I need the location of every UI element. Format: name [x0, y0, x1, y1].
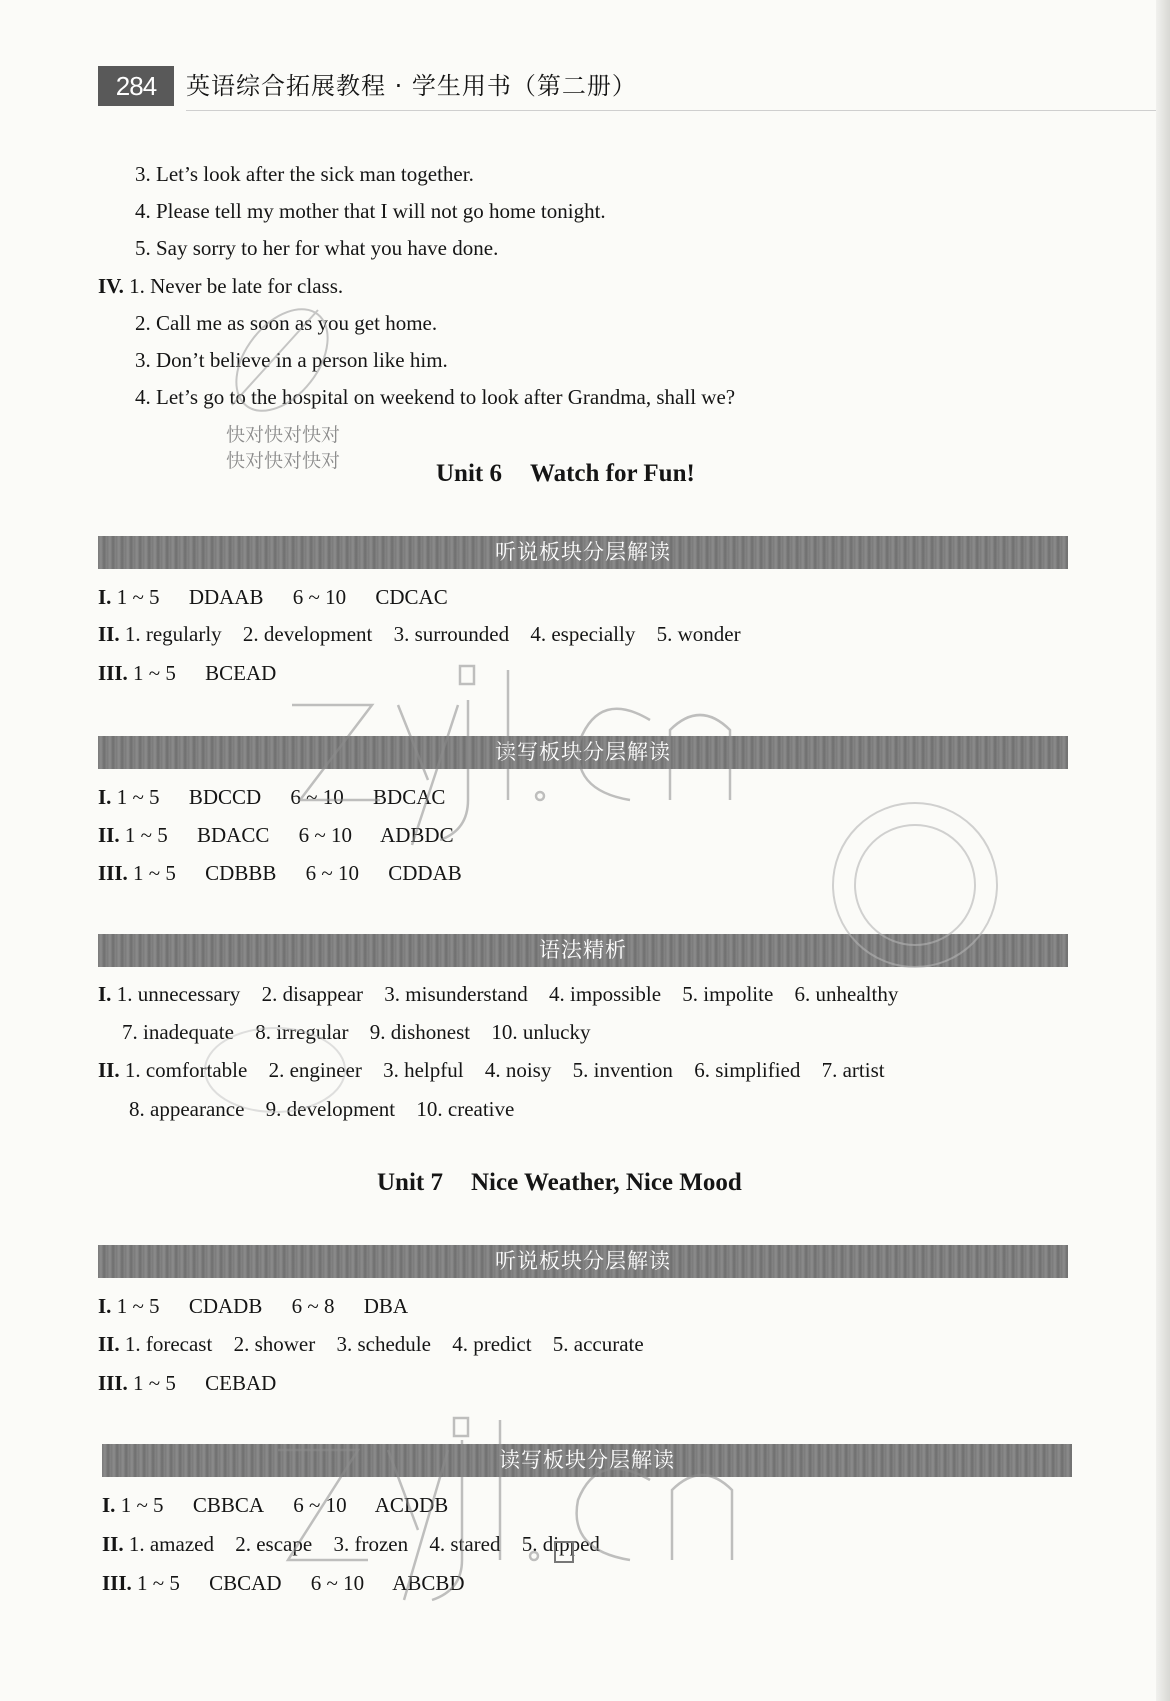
- unit-label: Unit 6: [436, 460, 502, 487]
- page-edge-shadow: [1156, 0, 1170, 1701]
- answer-row: [98, 859, 462, 887]
- answer-item: 5. wonder: [656, 622, 741, 646]
- answer-row: [98, 1056, 885, 1084]
- section-iv-line-1: [98, 272, 343, 300]
- answers: BDCCD: [188, 785, 262, 809]
- answers: ABCBD: [392, 1571, 465, 1595]
- answer-row: [122, 1018, 591, 1046]
- answers: CDCAC: [375, 585, 448, 609]
- answers: CBCAD: [209, 1571, 282, 1595]
- range: 1 ~ 5: [133, 661, 176, 685]
- answer-item: 5. invention: [572, 1058, 673, 1082]
- answer-row: [98, 821, 454, 849]
- answer-line: 5. Say sorry to her for what you have done.: [135, 236, 499, 260]
- answer-row: [98, 1330, 644, 1358]
- answer-item: 5. accurate: [552, 1332, 644, 1356]
- answer-item: 10. unlucky: [491, 1020, 591, 1044]
- unit-name: Watch for Fun!: [529, 460, 695, 487]
- range: 1 ~ 5: [116, 1294, 160, 1318]
- answer-line: 4. Let’s go to the hospital on weekend to look after Grandma, shall we?: [135, 385, 736, 409]
- section-label: I.: [102, 1493, 116, 1517]
- section-label: IV.: [98, 274, 124, 298]
- answer-item: 2. escape: [235, 1532, 313, 1556]
- range: 1 ~ 5: [120, 1493, 164, 1517]
- answer-item: 9. development: [265, 1097, 396, 1121]
- answer-line: 4. Please tell my mother that I will not go home tonight.: [135, 199, 606, 223]
- range: 6 ~ 10: [292, 585, 347, 609]
- section-label: II.: [98, 1058, 120, 1082]
- page-number: 284: [98, 66, 174, 106]
- answer-item: 4. especially: [530, 622, 636, 646]
- answer-item: 1. amazed: [128, 1532, 214, 1556]
- answer-row: [98, 1369, 276, 1397]
- section-band-grammar: 语法精析: [98, 934, 1068, 967]
- answer-row: [129, 1095, 514, 1123]
- answer-item: 10. creative: [416, 1097, 515, 1121]
- answers: CDDAB: [388, 861, 462, 885]
- answer-item: 2. development: [242, 622, 373, 646]
- answers: BDCAC: [373, 785, 446, 809]
- page-header: [98, 66, 1068, 110]
- range: 6 ~ 8: [291, 1294, 335, 1318]
- answer-item: 4. stared: [429, 1532, 501, 1556]
- answer-line: 3. Let’s look after the sick man together.: [135, 162, 474, 186]
- section-band-reading: 读写板块分层解读: [102, 1444, 1072, 1477]
- answer-item: 6. unhealthy: [794, 982, 899, 1006]
- section-label: I.: [98, 982, 112, 1006]
- answers: BDACC: [196, 823, 270, 847]
- section-label: I.: [98, 785, 112, 809]
- answer-item: 9. dishonest: [369, 1020, 471, 1044]
- section-label: III.: [98, 861, 128, 885]
- answer-item: 7. inadequate: [122, 1020, 234, 1044]
- answer-row: [98, 620, 741, 648]
- range: 6 ~ 10: [298, 823, 352, 847]
- answer-item: 7. artist: [821, 1058, 885, 1082]
- answer-item: 2. engineer: [268, 1058, 362, 1082]
- section-band-listening: 听说板块分层解读: [98, 1245, 1068, 1278]
- header-rule: [186, 110, 1166, 111]
- answers: CEBAD: [205, 1371, 277, 1395]
- unit-7-title: [377, 1167, 742, 1199]
- section-label: I.: [98, 1294, 112, 1318]
- watermark-text: 快对快对快对: [226, 424, 341, 446]
- section-label: III.: [98, 661, 128, 685]
- answer-item: 1. regularly: [124, 622, 222, 646]
- section-band-listening: 听说板块分层解读: [98, 536, 1068, 569]
- section-label: II.: [98, 1332, 120, 1356]
- answer-item: 5. dipped: [521, 1532, 600, 1556]
- answer-item: 1. forecast: [124, 1332, 213, 1356]
- answers: CDBBB: [205, 861, 277, 885]
- section-label: II.: [98, 622, 120, 646]
- answer-row: [102, 1530, 600, 1558]
- section-label: III.: [102, 1571, 132, 1595]
- range: 6 ~ 10: [293, 1493, 347, 1517]
- book-title: 英语综合拓展教程 · 学生用书（第二册）: [186, 72, 637, 100]
- range: 6 ~ 10: [305, 861, 359, 885]
- answers: DBA: [363, 1294, 409, 1318]
- answer-row: [102, 1569, 465, 1597]
- range: 1 ~ 5: [133, 861, 176, 885]
- answer-row: [98, 980, 898, 1008]
- answer-row: [98, 1292, 408, 1320]
- answer-item: 4. noisy: [484, 1058, 552, 1082]
- range: 1 ~ 5: [116, 785, 160, 809]
- range: 1 ~ 5: [116, 585, 160, 609]
- unit-label: Unit 7: [377, 1169, 443, 1196]
- answer-item: 2. shower: [233, 1332, 316, 1356]
- section-label: II.: [98, 823, 120, 847]
- answer-line: 2. Call me as soon as you get home.: [135, 311, 438, 335]
- answer-item: 3. schedule: [336, 1332, 431, 1356]
- answer-item: 1. comfortable: [124, 1058, 248, 1082]
- answer-text: 1. Never be late for class.: [129, 274, 344, 298]
- answer-row: [98, 583, 448, 611]
- answers: ACDDB: [374, 1493, 449, 1517]
- answer-item: 4. predict: [452, 1332, 532, 1356]
- answers: CBBCA: [192, 1493, 265, 1517]
- range: 1 ~ 5: [133, 1371, 176, 1395]
- answer-item: 3. surrounded: [393, 622, 510, 646]
- section-label: I.: [98, 585, 112, 609]
- answer-row: [102, 1491, 448, 1519]
- answer-item: 1. unnecessary: [116, 982, 241, 1006]
- section-label: III.: [98, 1371, 128, 1395]
- unit-name: Nice Weather, Nice Mood: [470, 1169, 742, 1196]
- answer-row: [98, 783, 445, 811]
- unit-6-title: [436, 458, 695, 490]
- answer-item: 4. impossible: [549, 982, 662, 1006]
- answer-row: [98, 659, 276, 687]
- answers: CDADB: [188, 1294, 263, 1318]
- watermark-text: 快对快对快对: [226, 450, 341, 472]
- range: 1 ~ 5: [137, 1571, 180, 1595]
- answer-item: 5. impolite: [682, 982, 774, 1006]
- section-label: II.: [102, 1532, 124, 1556]
- answer-line: 3. Don’t believe in a person like him.: [135, 348, 448, 372]
- answer-item: 3. misunderstand: [384, 982, 528, 1006]
- answer-item: 8. appearance: [129, 1097, 245, 1121]
- range: 1 ~ 5: [124, 823, 168, 847]
- range: 6 ~ 10: [310, 1571, 365, 1595]
- answers: BCEAD: [205, 661, 277, 685]
- answer-item: 3. frozen: [333, 1532, 409, 1556]
- range: 6 ~ 10: [290, 785, 344, 809]
- answer-item: 8. irregular: [255, 1020, 349, 1044]
- answer-item: 6. simplified: [694, 1058, 801, 1082]
- answers: DDAAB: [188, 585, 264, 609]
- section-band-reading: 读写板块分层解读: [98, 736, 1068, 769]
- answer-item: 3. helpful: [383, 1058, 464, 1082]
- answer-item: 2. disappear: [261, 982, 364, 1006]
- answers: ADBDC: [380, 823, 454, 847]
